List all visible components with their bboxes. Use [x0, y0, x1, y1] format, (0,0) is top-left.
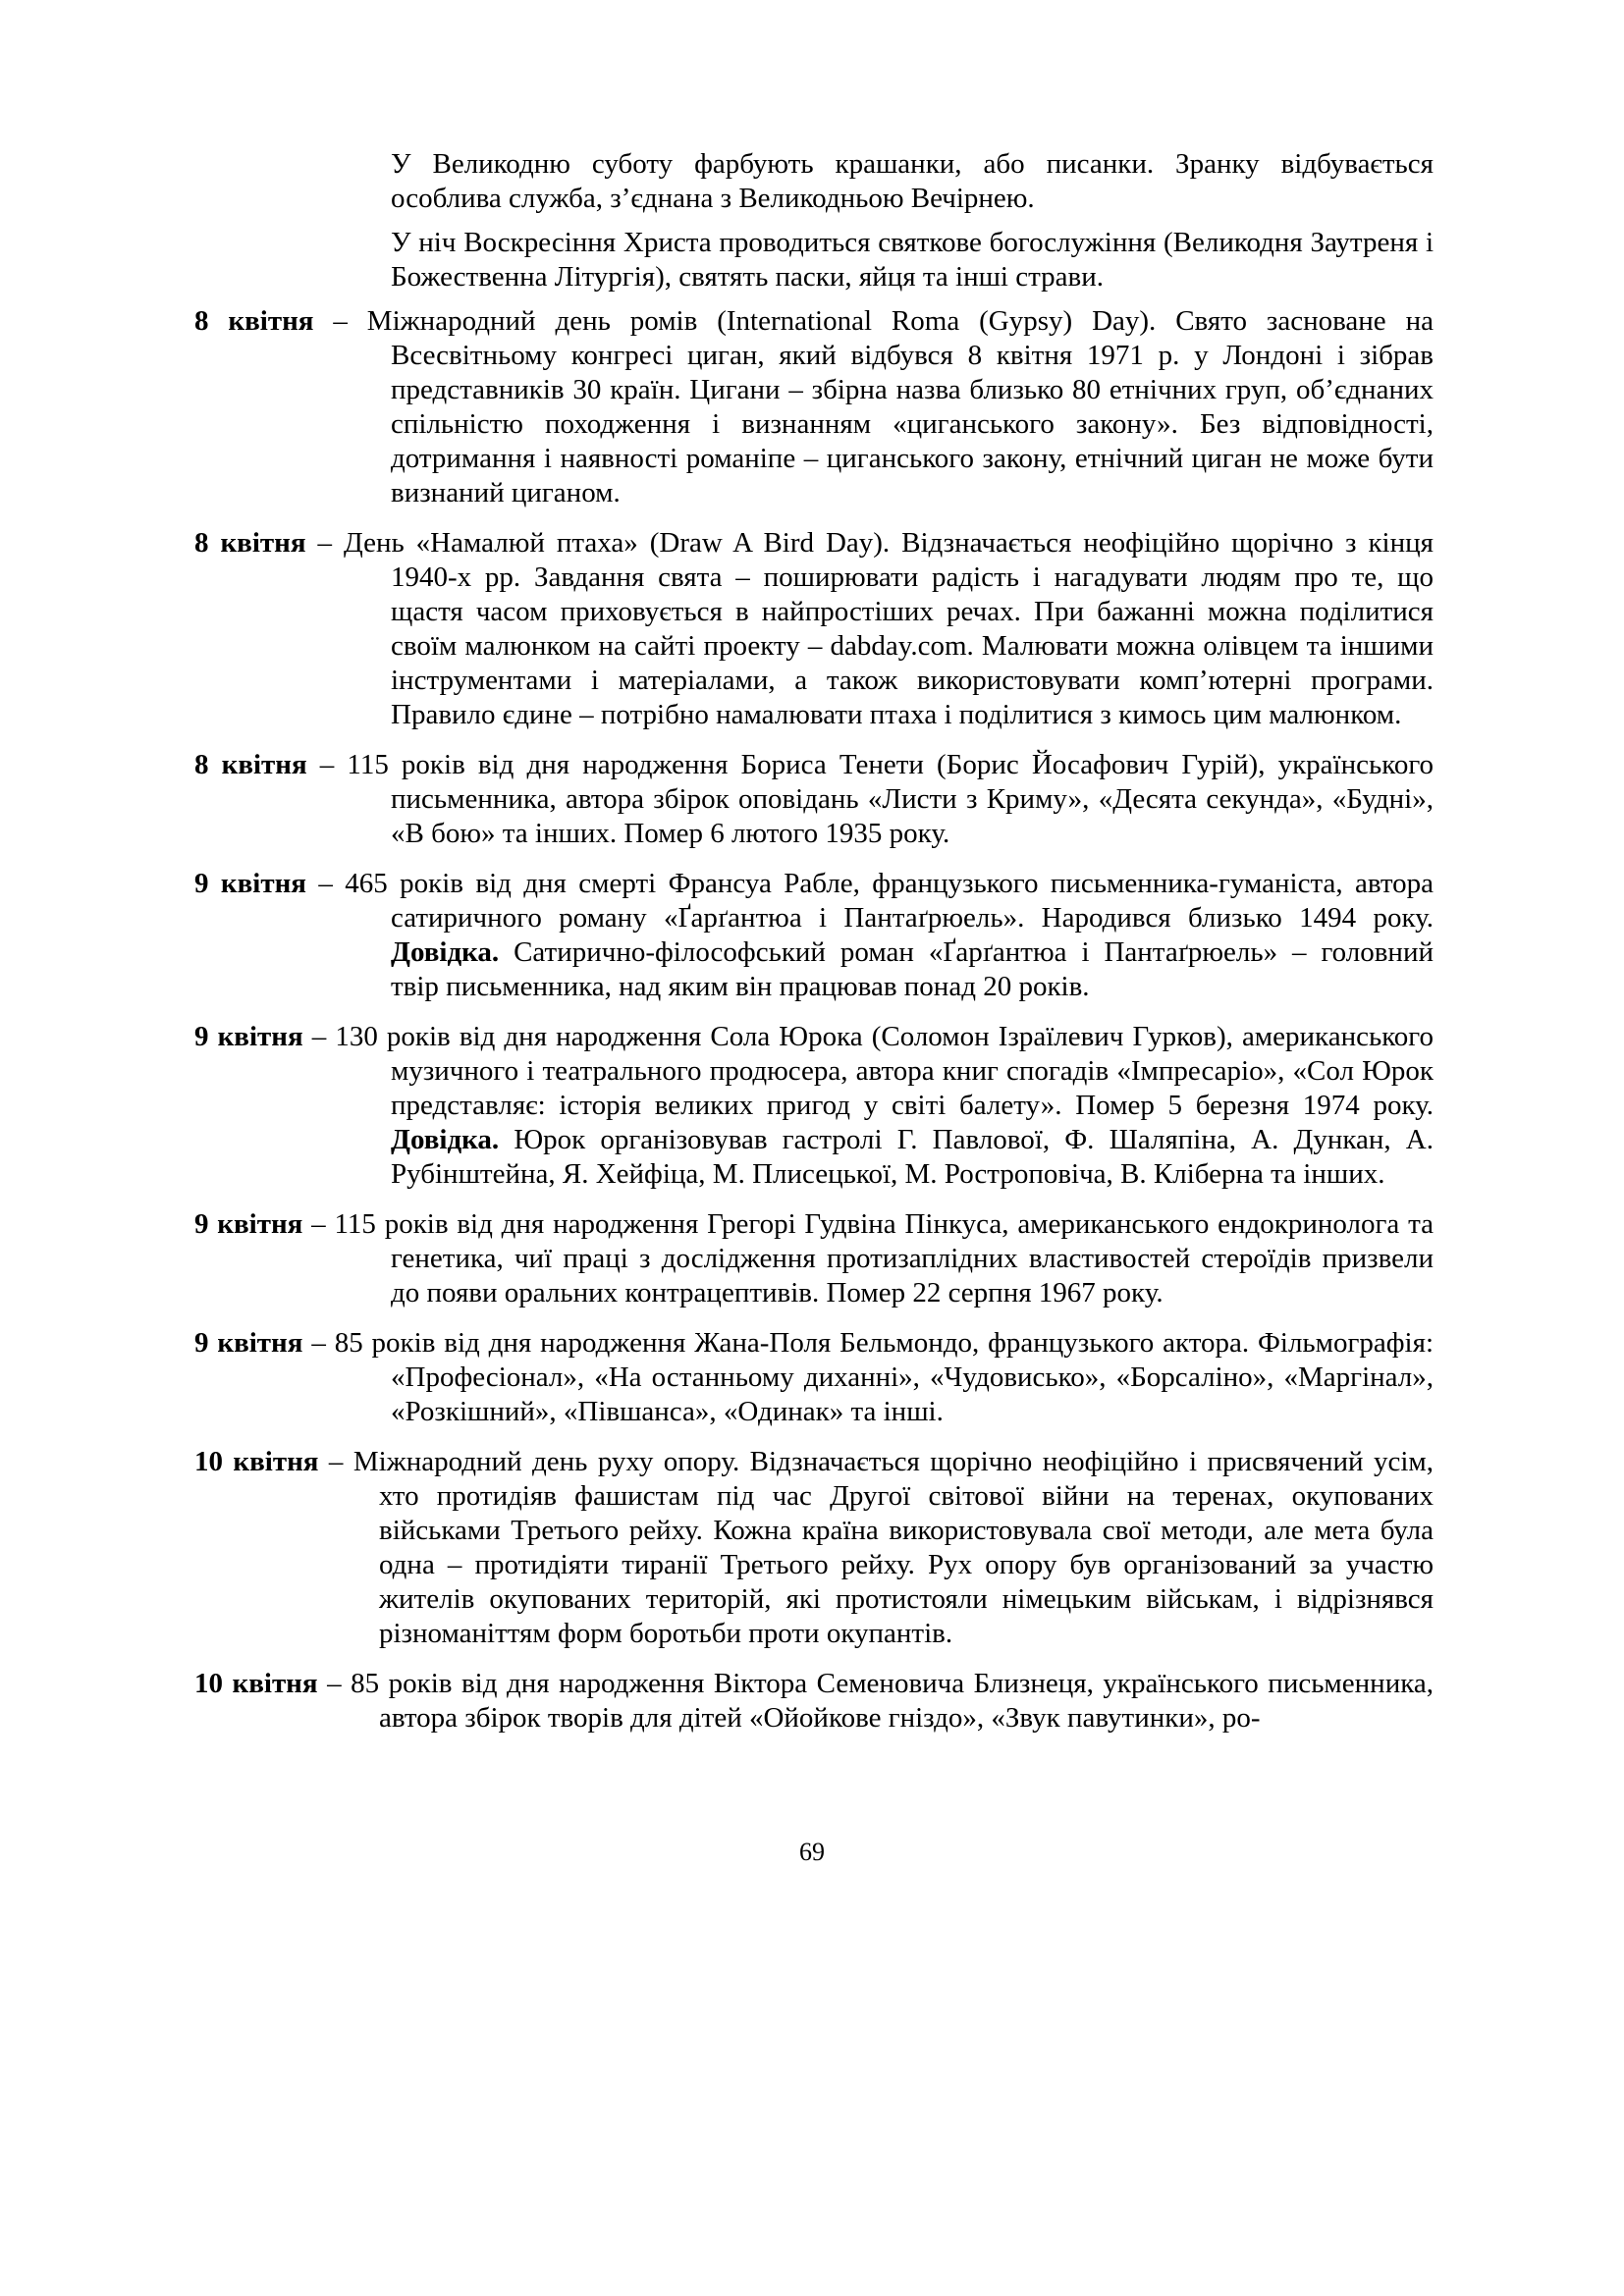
calendar-entry: [194, 304, 1434, 510]
entry-text: – 115 років від дня народження Бориса Тенети (Борис Йосафович Гурій), українського письменника, автора збірок оповідань «Листи з Криму», «Десята секунда», «Будні», «В бою» та інших. Помер 6 лютого 1935 року.: [306, 749, 1434, 849]
entry-note-label: Довідка.: [391, 1124, 500, 1155]
entry-text: – 85 років від дня народження Віктора Семеновича Близнеця, українського письменника, автора збірок творів для дітей «Ойойкове гніздо», «Звук павутинки», ро-: [317, 1668, 1434, 1734]
calendar-entry: [194, 1020, 1434, 1192]
entry-note-text: Сатирично-філософський роман «Ґарґантюа і Пантаґрюель» – головний твір письменника, над яким він працював понад 20 років.: [391, 936, 1434, 1002]
intro-paragraph: У ніч Воскресіння Христа проводиться святкове богослужіння (Великодня Заутреня і Божественна Літургія), святять паски, яйця та інші страви.: [391, 227, 1434, 293]
page-number: 69: [799, 1838, 825, 1866]
calendar-entry: [194, 867, 1434, 1004]
calendar-entry: [194, 748, 1434, 851]
entry-date: 9 квітня: [194, 1327, 303, 1359]
entry-text: – 130 років від дня народження Сола Юрока (Соломон Ізраїлевич Гурков), американського музичного і театрального продюсера, автора книг спогадів «Імпресаріо», «Сол Юрок представляє: історія великих пригод у світі балету». Помер 5 березня 1974 року.: [302, 1021, 1434, 1121]
entry-text: – Міжнародний день ромів (International Roma (Gypsy) Day). Свято засноване на Всесвітньому конгресі циган, який відбувся 8 квітня 1971 р. у Лондоні і зібрав представників 30 країн. Цигани – збірна назва близько 80 етнічних груп, об’єднаних спільністю походження і визнанням «циганського закону». Без відповідності, дотримання і наявності романіпе – циганського закону, етнічний циган не може бути визнаний циганом.: [313, 305, 1434, 508]
entry-date: 9 квітня: [194, 1021, 303, 1052]
entry-date: 9 квітня: [194, 868, 306, 899]
calendar-entry: [194, 526, 1434, 732]
entry-date: 8 квітня: [194, 305, 314, 337]
entry-note-text: Юрок організовував гастролі Г. Павлової, Ф. Шаляпіна, А. Дункан, А. Рубінштейна, Я. Хейфіца, М. Плисецької, М. Ростроповіча, В. Кліберна та інших.: [391, 1124, 1434, 1190]
entry-text: – 465 років від дня смерті Франсуа Рабле, французького письменника-гуманіста, автора сатиричного роману «Ґарґантюа і Пантаґрюель». Народився близько 1494 року.: [305, 868, 1434, 934]
entry-date: 10 квітня: [194, 1668, 318, 1699]
calendar-entry: [194, 1667, 1434, 1735]
entry-note-label: Довідка.: [391, 936, 500, 968]
entry-date: 10 квітня: [194, 1446, 319, 1477]
page-content: [194, 147, 1434, 1751]
entry-text: – 85 років від дня народження Жана-Поля Бельмондо, французького актора. Фільмографія: «Професіонал», «На останньому диханні», «Чудовисько», «Борсаліно», «Маргінал», «Розкішний», «Півшанса», «Одинак» та інші.: [302, 1327, 1435, 1427]
calendar-entry: [194, 1207, 1434, 1310]
entry-text: – 115 років від дня народження Грегорі Гудвіна Пінкуса, американського ендокринолога та генетика, чиї праці з дослідження протизаплідних властивостей стероїдів призвели до появи оральних контрацептивів. Помер 22 серпня 1967 року.: [302, 1208, 1434, 1308]
calendar-entry: [194, 1326, 1434, 1429]
calendar-entry: [194, 1445, 1434, 1651]
intro-paragraph: У Великодню суботу фарбують крашанки, або писанки. Зранку відбувається особлива служба, з’єднана з Великодньою Вечірнею.: [391, 148, 1434, 214]
entry-date: 8 квітня: [194, 749, 307, 780]
entry-date: 8 квітня: [194, 527, 306, 559]
entry-date: 9 квітня: [194, 1208, 303, 1240]
entry-text: – День «Намалюй птаха» (Draw A Bird Day). Відзначається неофіційно щорічно з кінця 1940-х рр. Завдання свята – поширювати радість і нагадувати людям про те, що щастя часом приховується в найпростіших речах. При бажанні можна поділитися своїм малюнком на сайті проекту – dabday.com. Малювати можна олівцем та іншими інструментами і матеріалами, а також використовувати комп’ютерні програми. Правило єдине – потрібно намалювати птаха і поділитися з кимось цим малюнком.: [305, 527, 1434, 730]
entry-text: – Міжнародний день руху опору. Відзначається щорічно неофіційно і присвячений усім, хто протидіяв фашистам під час Другої світової війни на теренах, окупованих військами Третього рейху. Кожна країна використовувала свої методи, але мета була одна – протидіяти тиранії Третього рейху. Рух опору був організований за участю жителів окупованих територій, які протистояли німецьким військам, і відрізнявся різноманіттям форм боротьби проти окупантів.: [318, 1446, 1434, 1649]
